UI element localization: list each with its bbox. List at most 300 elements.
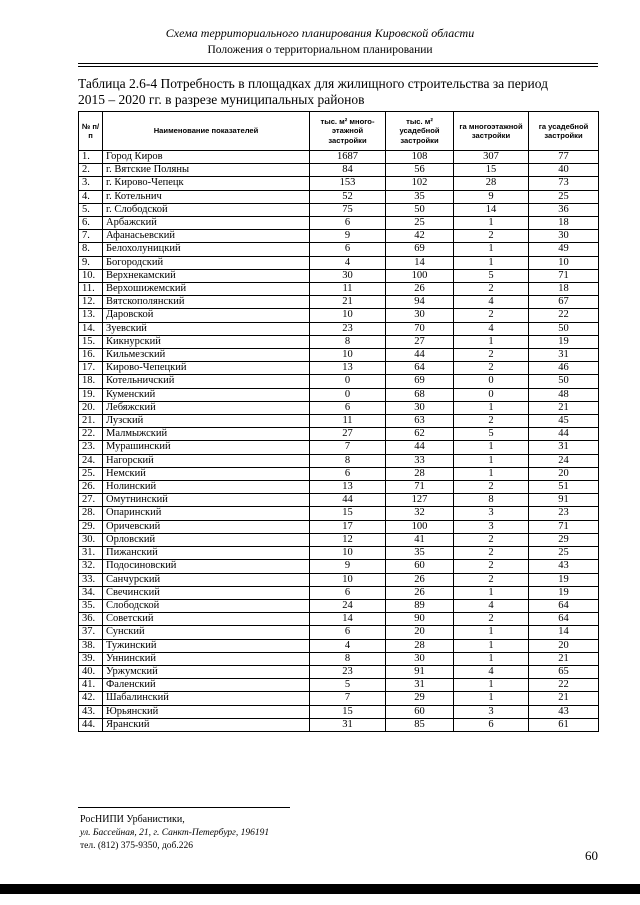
table-row (79, 533, 599, 546)
cell-multistorey-ha: 1 (454, 467, 529, 480)
cell-row-number: 41. (79, 679, 103, 692)
cell-estate-area: 69 (386, 243, 454, 256)
cell-row-number: 36. (79, 613, 103, 626)
cell-multistorey-ha: 4 (454, 599, 529, 612)
cell-multistorey-area: 10 (310, 573, 386, 586)
table-row (79, 388, 599, 401)
cell-district-name: Куменский (103, 388, 310, 401)
column-header-estate-area: тыс. м² усадебной застройки (386, 112, 454, 151)
cell-estate-ha: 65 (529, 665, 599, 678)
cell-multistorey-ha: 2 (454, 481, 529, 494)
cell-multistorey-ha: 3 (454, 705, 529, 718)
cell-multistorey-area: 6 (310, 243, 386, 256)
cell-estate-area: 42 (386, 230, 454, 243)
cell-district-name: Мурашинский (103, 441, 310, 454)
cell-estate-area: 63 (386, 415, 454, 428)
cell-multistorey-area: 30 (310, 269, 386, 282)
cell-estate-ha: 20 (529, 467, 599, 480)
cell-estate-ha: 73 (529, 177, 599, 190)
cell-multistorey-ha: 2 (454, 613, 529, 626)
page-bottom-bar (0, 884, 640, 894)
cell-row-number: 14. (79, 322, 103, 335)
cell-estate-ha: 49 (529, 243, 599, 256)
cell-row-number: 33. (79, 573, 103, 586)
cell-estate-ha: 43 (529, 560, 599, 573)
cell-estate-area: 100 (386, 269, 454, 282)
cell-district-name: Сунский (103, 626, 310, 639)
cell-estate-area: 26 (386, 573, 454, 586)
cell-multistorey-area: 84 (310, 164, 386, 177)
table-row (79, 626, 599, 639)
cell-district-name: Даровской (103, 309, 310, 322)
cell-district-name: Верхнекамский (103, 269, 310, 282)
cell-district-name: г. Котельнич (103, 190, 310, 203)
table-row (79, 177, 599, 190)
cell-district-name: Уржумский (103, 665, 310, 678)
cell-district-name: Лебяжский (103, 401, 310, 414)
cell-district-name: Шабалинский (103, 692, 310, 705)
table-row (79, 243, 599, 256)
cell-multistorey-area: 12 (310, 533, 386, 546)
cell-estate-ha: 50 (529, 375, 599, 388)
cell-multistorey-area: 4 (310, 256, 386, 269)
cell-row-number: 44. (79, 718, 103, 731)
table-row (79, 415, 599, 428)
cell-estate-area: 32 (386, 507, 454, 520)
cell-multistorey-area: 6 (310, 467, 386, 480)
cell-estate-ha: 18 (529, 283, 599, 296)
footer-address: ул. Бассейная, 21, г. Санкт-Петербург, 196191 (80, 828, 270, 838)
cell-multistorey-ha: 1 (454, 692, 529, 705)
cell-multistorey-ha: 0 (454, 388, 529, 401)
cell-estate-ha: 21 (529, 401, 599, 414)
table-header-row (79, 112, 599, 151)
cell-row-number: 30. (79, 533, 103, 546)
cell-multistorey-area: 5 (310, 679, 386, 692)
cell-estate-ha: 31 (529, 349, 599, 362)
table-row (79, 375, 599, 388)
cell-multistorey-area: 6 (310, 401, 386, 414)
cell-multistorey-area: 8 (310, 454, 386, 467)
cell-district-name: Белохолуницкий (103, 243, 310, 256)
footer-organization: РосНИПИ Урбанистики, (80, 814, 185, 825)
cell-estate-area: 29 (386, 692, 454, 705)
table-row (79, 705, 599, 718)
cell-estate-ha: 36 (529, 203, 599, 216)
cell-multistorey-area: 0 (310, 388, 386, 401)
cell-multistorey-area: 21 (310, 296, 386, 309)
cell-row-number: 2. (79, 164, 103, 177)
cell-estate-area: 25 (386, 217, 454, 230)
table-row (79, 520, 599, 533)
cell-estate-ha: 29 (529, 533, 599, 546)
cell-estate-ha: 20 (529, 639, 599, 652)
table-body (79, 151, 599, 732)
table-row (79, 283, 599, 296)
cell-estate-area: 27 (386, 335, 454, 348)
table-row (79, 467, 599, 480)
cell-multistorey-area: 14 (310, 613, 386, 626)
cell-estate-area: 44 (386, 441, 454, 454)
table-row (79, 428, 599, 441)
cell-row-number: 31. (79, 547, 103, 560)
cell-estate-area: 100 (386, 520, 454, 533)
cell-row-number: 25. (79, 467, 103, 480)
table-row (79, 494, 599, 507)
cell-row-number: 29. (79, 520, 103, 533)
cell-multistorey-area: 10 (310, 547, 386, 560)
cell-multistorey-ha: 4 (454, 322, 529, 335)
table-row (79, 401, 599, 414)
cell-multistorey-ha: 0 (454, 375, 529, 388)
cell-estate-area: 30 (386, 652, 454, 665)
cell-row-number: 18. (79, 375, 103, 388)
cell-multistorey-ha: 1 (454, 401, 529, 414)
cell-multistorey-area: 1687 (310, 151, 386, 164)
cell-row-number: 1. (79, 151, 103, 164)
cell-estate-ha: 77 (529, 151, 599, 164)
cell-multistorey-area: 6 (310, 217, 386, 230)
cell-estate-area: 68 (386, 388, 454, 401)
cell-row-number: 8. (79, 243, 103, 256)
cell-estate-ha: 40 (529, 164, 599, 177)
cell-multistorey-ha: 1 (454, 586, 529, 599)
cell-multistorey-area: 23 (310, 665, 386, 678)
cell-multistorey-area: 7 (310, 692, 386, 705)
cell-district-name: г. Кирово-Чепецк (103, 177, 310, 190)
cell-multistorey-ha: 8 (454, 494, 529, 507)
table-row (79, 309, 599, 322)
table-row (79, 190, 599, 203)
table-row (79, 573, 599, 586)
document-header-subtitle: Положения о территориальном планировании (207, 44, 433, 56)
cell-multistorey-area: 4 (310, 639, 386, 652)
cell-district-name: Свечинский (103, 586, 310, 599)
cell-row-number: 26. (79, 481, 103, 494)
cell-row-number: 11. (79, 283, 103, 296)
cell-multistorey-ha: 1 (454, 256, 529, 269)
cell-multistorey-ha: 1 (454, 335, 529, 348)
cell-estate-ha: 30 (529, 230, 599, 243)
cell-multistorey-ha: 2 (454, 533, 529, 546)
cell-estate-area: 69 (386, 375, 454, 388)
table-row (79, 692, 599, 705)
cell-estate-ha: 46 (529, 362, 599, 375)
page-number: 60 (585, 848, 598, 863)
table-row (79, 335, 599, 348)
table-row (79, 269, 599, 282)
cell-district-name: Кильмезский (103, 349, 310, 362)
cell-multistorey-ha: 5 (454, 269, 529, 282)
cell-estate-area: 64 (386, 362, 454, 375)
cell-multistorey-ha: 2 (454, 560, 529, 573)
cell-multistorey-area: 17 (310, 520, 386, 533)
cell-estate-area: 94 (386, 296, 454, 309)
cell-multistorey-area: 6 (310, 586, 386, 599)
cell-estate-ha: 43 (529, 705, 599, 718)
cell-district-name: Нагорский (103, 454, 310, 467)
cell-multistorey-ha: 1 (454, 441, 529, 454)
cell-multistorey-area: 11 (310, 283, 386, 296)
cell-multistorey-area: 10 (310, 349, 386, 362)
cell-estate-ha: 18 (529, 217, 599, 230)
cell-multistorey-ha: 1 (454, 243, 529, 256)
cell-district-name: Санчурский (103, 573, 310, 586)
cell-district-name: Немский (103, 467, 310, 480)
cell-multistorey-area: 75 (310, 203, 386, 216)
table-row (79, 639, 599, 652)
cell-row-number: 12. (79, 296, 103, 309)
cell-multistorey-area: 15 (310, 507, 386, 520)
cell-row-number: 20. (79, 401, 103, 414)
cell-district-name: Богородский (103, 256, 310, 269)
table-row (79, 203, 599, 216)
cell-multistorey-area: 9 (310, 230, 386, 243)
cell-multistorey-area: 13 (310, 362, 386, 375)
cell-estate-area: 71 (386, 481, 454, 494)
cell-row-number: 5. (79, 203, 103, 216)
cell-row-number: 37. (79, 626, 103, 639)
cell-estate-ha: 21 (529, 692, 599, 705)
cell-district-name: Кирово-Чепецкий (103, 362, 310, 375)
cell-multistorey-area: 52 (310, 190, 386, 203)
cell-estate-ha: 14 (529, 626, 599, 639)
cell-estate-ha: 25 (529, 547, 599, 560)
cell-estate-ha: 10 (529, 256, 599, 269)
table-row (79, 586, 599, 599)
cell-row-number: 35. (79, 599, 103, 612)
cell-multistorey-area: 8 (310, 652, 386, 665)
cell-row-number: 21. (79, 415, 103, 428)
cell-row-number: 19. (79, 388, 103, 401)
table-row (79, 362, 599, 375)
cell-row-number: 42. (79, 692, 103, 705)
cell-estate-ha: 51 (529, 481, 599, 494)
cell-district-name: Лузский (103, 415, 310, 428)
cell-row-number: 38. (79, 639, 103, 652)
cell-estate-area: 60 (386, 560, 454, 573)
cell-multistorey-ha: 4 (454, 296, 529, 309)
table-row (79, 322, 599, 335)
cell-multistorey-ha: 2 (454, 415, 529, 428)
cell-district-name: Омутнинский (103, 494, 310, 507)
footer-phone: тел. (812) 375-9350, доб.226 (80, 841, 194, 851)
header-divider (78, 63, 598, 67)
cell-row-number: 17. (79, 362, 103, 375)
table-row (79, 164, 599, 177)
cell-multistorey-ha: 1 (454, 454, 529, 467)
cell-multistorey-area: 153 (310, 177, 386, 190)
cell-estate-area: 30 (386, 401, 454, 414)
cell-multistorey-ha: 307 (454, 151, 529, 164)
cell-multistorey-ha: 5 (454, 428, 529, 441)
cell-district-name: Оричевский (103, 520, 310, 533)
cell-multistorey-ha: 1 (454, 626, 529, 639)
cell-estate-ha: 25 (529, 190, 599, 203)
cell-row-number: 15. (79, 335, 103, 348)
table-row (79, 151, 599, 164)
column-header-number: № п/п (79, 112, 103, 151)
table-caption-line-2: 2015 – 2020 гг. в разрезе муниципальных районов (78, 92, 365, 107)
cell-estate-ha: 21 (529, 652, 599, 665)
cell-district-name: Зуевский (103, 322, 310, 335)
cell-estate-ha: 71 (529, 520, 599, 533)
table-row (79, 599, 599, 612)
table-row (79, 665, 599, 678)
cell-estate-ha: 91 (529, 494, 599, 507)
cell-estate-ha: 64 (529, 613, 599, 626)
cell-district-name: Нолинский (103, 481, 310, 494)
cell-estate-ha: 19 (529, 586, 599, 599)
cell-district-name: Вятскополянский (103, 296, 310, 309)
cell-estate-area: 28 (386, 639, 454, 652)
document-header-title: Схема территориального планирования Кировской области (165, 26, 475, 40)
cell-row-number: 4. (79, 190, 103, 203)
table-row (79, 560, 599, 573)
cell-row-number: 7. (79, 230, 103, 243)
cell-row-number: 32. (79, 560, 103, 573)
cell-district-name: Советский (103, 613, 310, 626)
cell-multistorey-area: 6 (310, 626, 386, 639)
cell-multistorey-ha: 3 (454, 520, 529, 533)
table-caption-line-1: Таблица 2.6-4 Потребность в площадках для жилищного строительства за период (78, 76, 548, 91)
cell-district-name: Тужинский (103, 639, 310, 652)
cell-estate-area: 35 (386, 547, 454, 560)
table-row (79, 217, 599, 230)
table-row (79, 652, 599, 665)
cell-multistorey-area: 44 (310, 494, 386, 507)
cell-multistorey-area: 10 (310, 309, 386, 322)
cell-estate-ha: 23 (529, 507, 599, 520)
table-row (79, 507, 599, 520)
cell-district-name: Афанасьевский (103, 230, 310, 243)
table-row (79, 679, 599, 692)
cell-estate-area: 50 (386, 203, 454, 216)
cell-estate-ha: 71 (529, 269, 599, 282)
cell-district-name: Верхошижемский (103, 283, 310, 296)
cell-multistorey-area: 7 (310, 441, 386, 454)
cell-row-number: 22. (79, 428, 103, 441)
cell-multistorey-ha: 2 (454, 573, 529, 586)
cell-estate-ha: 19 (529, 335, 599, 348)
cell-row-number: 3. (79, 177, 103, 190)
cell-estate-area: 31 (386, 679, 454, 692)
cell-multistorey-ha: 1 (454, 217, 529, 230)
cell-multistorey-ha: 4 (454, 665, 529, 678)
cell-estate-area: 41 (386, 533, 454, 546)
table-row (79, 230, 599, 243)
cell-estate-ha: 61 (529, 718, 599, 731)
cell-estate-area: 89 (386, 599, 454, 612)
cell-district-name: Уннинский (103, 652, 310, 665)
cell-multistorey-area: 15 (310, 705, 386, 718)
cell-estate-area: 91 (386, 665, 454, 678)
cell-estate-ha: 64 (529, 599, 599, 612)
cell-estate-area: 85 (386, 718, 454, 731)
cell-multistorey-ha: 1 (454, 639, 529, 652)
cell-estate-ha: 19 (529, 573, 599, 586)
cell-estate-area: 20 (386, 626, 454, 639)
cell-estate-ha: 48 (529, 388, 599, 401)
cell-district-name: Котельничский (103, 375, 310, 388)
cell-estate-area: 56 (386, 164, 454, 177)
cell-row-number: 27. (79, 494, 103, 507)
cell-row-number: 6. (79, 217, 103, 230)
cell-multistorey-area: 0 (310, 375, 386, 388)
cell-estate-area: 60 (386, 705, 454, 718)
cell-district-name: г. Слободской (103, 203, 310, 216)
cell-district-name: Арбажский (103, 217, 310, 230)
cell-district-name: Юрьянский (103, 705, 310, 718)
cell-row-number: 28. (79, 507, 103, 520)
cell-estate-ha: 22 (529, 309, 599, 322)
cell-district-name: Яранский (103, 718, 310, 731)
cell-row-number: 40. (79, 665, 103, 678)
cell-estate-ha: 50 (529, 322, 599, 335)
cell-estate-area: 28 (386, 467, 454, 480)
cell-multistorey-ha: 3 (454, 507, 529, 520)
cell-multistorey-area: 23 (310, 322, 386, 335)
table-row (79, 454, 599, 467)
cell-multistorey-ha: 2 (454, 349, 529, 362)
table-row (79, 441, 599, 454)
table-caption (78, 76, 598, 108)
cell-row-number: 16. (79, 349, 103, 362)
cell-estate-area: 26 (386, 586, 454, 599)
cell-district-name: Пижанский (103, 547, 310, 560)
cell-estate-area: 90 (386, 613, 454, 626)
cell-estate-ha: 44 (529, 428, 599, 441)
cell-multistorey-ha: 2 (454, 230, 529, 243)
cell-multistorey-ha: 2 (454, 362, 529, 375)
cell-multistorey-area: 13 (310, 481, 386, 494)
cell-estate-area: 30 (386, 309, 454, 322)
cell-row-number: 10. (79, 269, 103, 282)
cell-multistorey-area: 9 (310, 560, 386, 573)
cell-row-number: 34. (79, 586, 103, 599)
cell-estate-area: 102 (386, 177, 454, 190)
cell-estate-ha: 22 (529, 679, 599, 692)
cell-row-number: 39. (79, 652, 103, 665)
cell-district-name: Слободской (103, 599, 310, 612)
table-row (79, 296, 599, 309)
footer-divider (78, 807, 290, 808)
cell-estate-area: 33 (386, 454, 454, 467)
cell-district-name: Город Киров (103, 151, 310, 164)
table-row (79, 718, 599, 731)
table-row (79, 256, 599, 269)
cell-district-name: г. Вятские Поляны (103, 164, 310, 177)
cell-district-name: Фаленский (103, 679, 310, 692)
table-row (79, 481, 599, 494)
cell-multistorey-ha: 6 (454, 718, 529, 731)
cell-estate-area: 62 (386, 428, 454, 441)
cell-multistorey-area: 27 (310, 428, 386, 441)
housing-demand-table (78, 111, 599, 732)
cell-multistorey-ha: 14 (454, 203, 529, 216)
cell-row-number: 24. (79, 454, 103, 467)
cell-multistorey-ha: 15 (454, 164, 529, 177)
cell-estate-ha: 67 (529, 296, 599, 309)
cell-multistorey-ha: 9 (454, 190, 529, 203)
cell-multistorey-ha: 28 (454, 177, 529, 190)
cell-estate-ha: 45 (529, 415, 599, 428)
column-header-estate-ha: га усадебной застройки (529, 112, 599, 151)
cell-multistorey-ha: 1 (454, 679, 529, 692)
cell-estate-ha: 24 (529, 454, 599, 467)
cell-row-number: 9. (79, 256, 103, 269)
cell-district-name: Кикнурский (103, 335, 310, 348)
